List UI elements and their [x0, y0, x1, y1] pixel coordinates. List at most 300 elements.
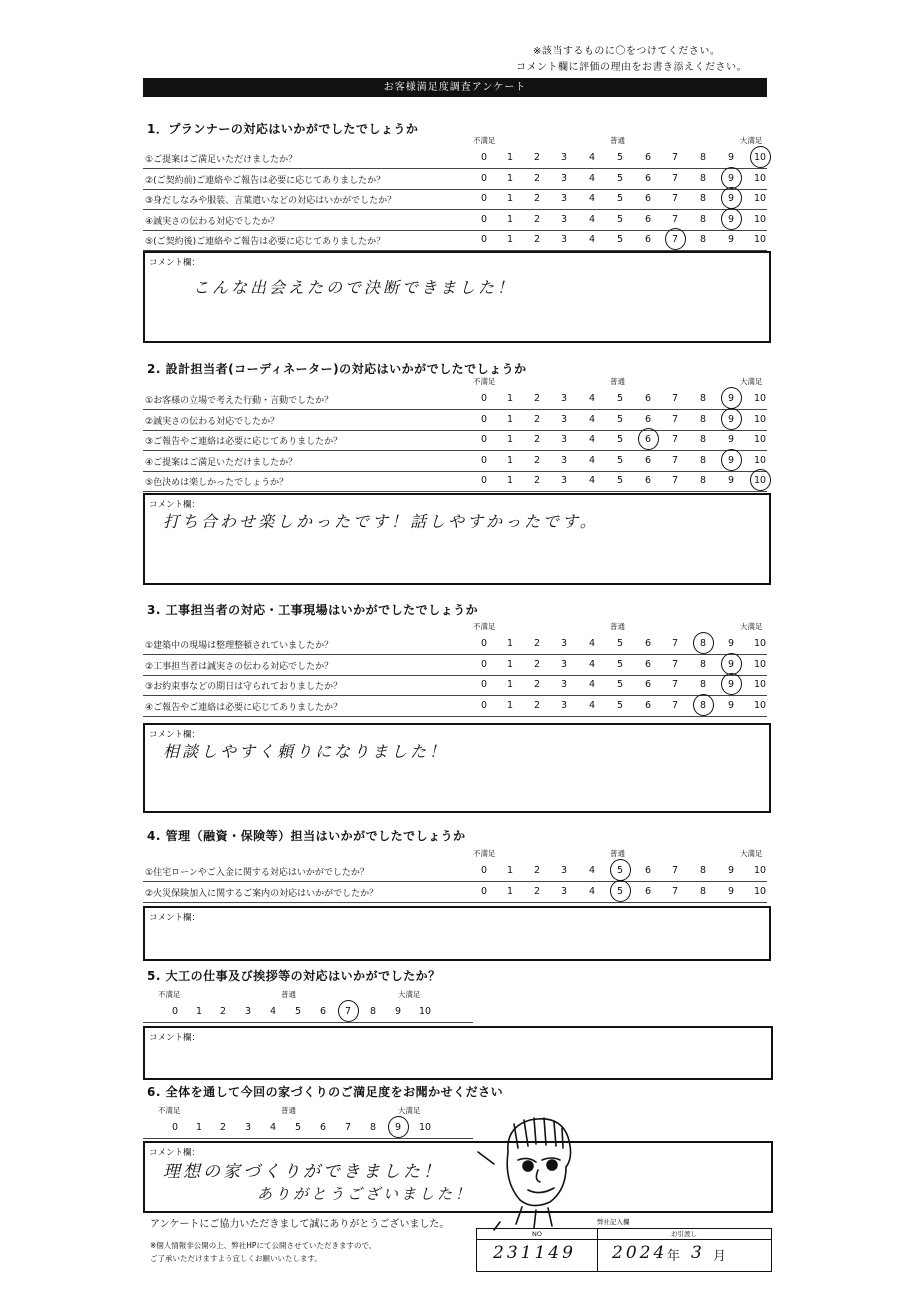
question-text: ①お客様の立場で考えた行動・言動でしたか？	[145, 396, 334, 406]
thanks-message: アンケートにご協力いただきまして誠にありがとうございました。	[150, 1219, 450, 1230]
scale-low-label: 不満足	[473, 377, 496, 386]
q2-1-selected-circle	[721, 387, 742, 409]
scale-option-4[interactable]: 4	[588, 434, 596, 445]
scale-option-6[interactable]: 6	[644, 434, 652, 445]
scale-option-1[interactable]: 1	[506, 152, 514, 163]
scale-option-1[interactable]: 1	[506, 213, 514, 225]
scale-option-0[interactable]: 0	[480, 413, 488, 425]
section1-comment-box[interactable]	[143, 251, 771, 343]
q1-5-selected-circle	[665, 228, 686, 250]
scale-mid-label: 普通	[281, 990, 296, 999]
scale-option-6[interactable]: 6	[644, 413, 652, 425]
scale-option-2[interactable]: 2	[533, 475, 541, 486]
question-row	[143, 430, 767, 451]
scale-option-0[interactable]: 0	[171, 1122, 179, 1133]
question-row	[143, 451, 767, 472]
scale-option-3[interactable]: 3	[560, 413, 568, 425]
scale-high-label: 大満足	[398, 990, 421, 999]
scale-option-6[interactable]: 6	[644, 679, 652, 690]
scale-option-10[interactable]: 10	[753, 213, 767, 225]
question-text: ②(ご契約前)ご連絡やご報告は必要に応じてありましたか？	[145, 175, 386, 186]
scale-option-6[interactable]: 6	[644, 234, 652, 245]
scale-option-9[interactable]: 9	[394, 1006, 402, 1017]
scale-option-0[interactable]: 0	[480, 699, 488, 711]
scale-option-4[interactable]: 4	[588, 885, 596, 897]
scale-option-0[interactable]: 0	[480, 234, 488, 245]
scale-option-9[interactable]: 9	[727, 413, 735, 425]
scale-option-1[interactable]: 1	[506, 393, 514, 404]
scale-option-10[interactable]: 10	[753, 658, 767, 670]
scale-option-1[interactable]: 1	[506, 658, 514, 670]
q4-2-selected-circle	[610, 880, 631, 902]
section3-comment-box[interactable]	[143, 723, 771, 813]
scale-option-4[interactable]: 4	[588, 234, 596, 245]
scale-option-3[interactable]: 3	[560, 434, 568, 445]
scale-option-1[interactable]: 1	[506, 234, 514, 245]
scale-option-4[interactable]: 4	[588, 679, 596, 690]
scale-option-5[interactable]: 5	[616, 865, 624, 876]
scale-option-10[interactable]: 10	[753, 193, 767, 204]
instruction-note: ※該当するものに〇をつけてください。	[533, 46, 721, 57]
scale-mid-label: 普通	[610, 849, 625, 858]
scale-option-7[interactable]: 7	[671, 193, 679, 204]
question-text: ①ご提案はご満足いただけましたか？	[145, 155, 298, 165]
scale-option-9[interactable]: 9	[727, 454, 735, 466]
question-row	[143, 655, 767, 676]
scale-option-3[interactable]: 3	[560, 679, 568, 690]
office-month-unit: 月	[713, 1249, 727, 1264]
scale-option-1[interactable]: 1	[506, 193, 514, 204]
scale-option-3[interactable]: 3	[560, 193, 568, 204]
scale-option-4[interactable]: 4	[588, 658, 596, 670]
privacy-note-1: ※個人情報非公開の上、弊社HPにて公開させていただきますので、	[150, 1241, 377, 1250]
scale-option-2[interactable]: 2	[533, 638, 541, 649]
scale-option-1[interactable]: 1	[506, 679, 514, 690]
scale-option-10[interactable]: 10	[753, 679, 767, 690]
scale-high-label: 大満足	[740, 136, 763, 145]
scale-option-10[interactable]: 10	[753, 454, 767, 466]
q1-2-selected-circle	[721, 167, 742, 189]
scale-option-7[interactable]: 7	[671, 658, 679, 670]
question-row	[143, 696, 767, 717]
scale-option-6[interactable]: 6	[644, 475, 652, 486]
scale-option-5[interactable]: 5	[616, 152, 624, 163]
scale-option-1[interactable]: 1	[506, 475, 514, 486]
scale-option-9[interactable]: 9	[727, 234, 735, 245]
scale-option-8[interactable]: 8	[699, 393, 707, 404]
scale-option-10[interactable]: 10	[418, 1006, 432, 1017]
scale-option-6[interactable]: 6	[644, 658, 652, 670]
scale-option-0[interactable]: 0	[171, 1006, 179, 1017]
question-row	[143, 882, 767, 903]
scale-option-4[interactable]: 4	[588, 865, 596, 876]
scale-option-2[interactable]: 2	[533, 454, 541, 466]
scale-option-5[interactable]: 5	[616, 172, 624, 184]
privacy-note-2: ご了承いただけますよう宜しくお願いいたします。	[150, 1254, 322, 1263]
scale-option-9[interactable]: 9	[727, 193, 735, 204]
scale-option-6[interactable]: 6	[644, 152, 652, 163]
office-no-value: 231149	[493, 1243, 576, 1263]
question-text: ③身だしなみや服装、言葉遣いなどの対応はいかがでしたか？	[145, 196, 397, 206]
scale-option-3[interactable]: 3	[560, 699, 568, 711]
scale-option-2[interactable]: 2	[533, 658, 541, 670]
scale-option-8[interactable]: 8	[699, 638, 707, 649]
scale-option-5[interactable]: 5	[294, 1122, 302, 1133]
scale-option-0[interactable]: 0	[480, 454, 488, 466]
scale-option-3[interactable]: 3	[560, 658, 568, 670]
scale-option-6[interactable]: 6	[644, 172, 652, 184]
q1-1-selected-circle	[750, 146, 771, 168]
scale-option-0[interactable]: 0	[480, 885, 488, 897]
scale-option-9[interactable]: 9	[727, 152, 735, 163]
scale-option-0[interactable]: 0	[480, 193, 488, 204]
scale-option-6[interactable]: 6	[319, 1122, 327, 1133]
section3-title: 3. 工事担当者の対応・工事現場はいかがでしたでしょうか	[147, 603, 479, 617]
scale-option-0[interactable]: 0	[480, 213, 488, 225]
scale-option-3[interactable]: 3	[244, 1006, 252, 1017]
scale-option-7[interactable]: 7	[671, 234, 679, 245]
scale-option-8[interactable]: 8	[369, 1122, 377, 1133]
scale-option-0[interactable]: 0	[480, 865, 488, 876]
scale-option-6[interactable]: 6	[644, 213, 652, 225]
scale-option-4[interactable]: 4	[269, 1006, 277, 1017]
scale-option-9[interactable]: 9	[727, 475, 735, 486]
scale-option-5[interactable]: 5	[616, 234, 624, 245]
section5-comment-box[interactable]	[143, 1026, 773, 1080]
scale-option-6[interactable]: 6	[644, 699, 652, 711]
scale-option-8[interactable]: 8	[699, 699, 707, 711]
scale-option-9[interactable]: 9	[727, 885, 735, 897]
scale-option-2[interactable]: 2	[533, 193, 541, 204]
scale-option-0[interactable]: 0	[480, 172, 488, 184]
handwritten-comment: 打ち合わせ楽しかったです！話しやすかったです。	[163, 512, 599, 531]
office-header: 弊社記入欄	[597, 1218, 630, 1226]
scale-option-3[interactable]: 3	[560, 152, 568, 163]
question-row	[143, 189, 767, 210]
face-doodle-icon	[470, 1112, 600, 1232]
scale-option-2[interactable]: 2	[533, 234, 541, 245]
scale-option-9[interactable]: 9	[727, 213, 735, 225]
scale-option-4[interactable]: 4	[269, 1122, 277, 1133]
scale-option-7[interactable]: 7	[671, 475, 679, 486]
scale-option-7[interactable]: 7	[671, 413, 679, 425]
scale-option-2[interactable]: 2	[533, 172, 541, 184]
scale-option-6[interactable]: 6	[644, 454, 652, 466]
handwritten-comment-line1: 理想の家づくりができました！	[163, 1162, 443, 1182]
scale-option-0[interactable]: 0	[480, 393, 488, 404]
scale-option-4[interactable]: 4	[588, 193, 596, 204]
scale-option-8[interactable]: 8	[699, 172, 707, 184]
scale-option-0[interactable]: 0	[480, 475, 488, 486]
question-row	[143, 675, 767, 696]
question-text: ②誠実さの伝わる対応でしたか？	[145, 416, 280, 427]
scale-option-7[interactable]: 7	[671, 172, 679, 184]
scale-option-6[interactable]: 6	[644, 865, 652, 876]
section4-comment-box[interactable]	[143, 906, 771, 961]
section6-comment-box[interactable]	[143, 1141, 773, 1213]
question-row	[143, 148, 767, 169]
scale-option-2[interactable]: 2	[533, 434, 541, 445]
scale-option-6[interactable]: 6	[319, 1006, 327, 1017]
comment-label: コメント欄：	[149, 730, 201, 740]
scale-option-5[interactable]: 5	[616, 434, 624, 445]
scale-option-3[interactable]: 3	[560, 213, 568, 225]
scale-option-3[interactable]: 3	[560, 393, 568, 404]
scale-option-4[interactable]: 4	[588, 413, 596, 425]
scale-option-4[interactable]: 4	[588, 699, 596, 711]
scale-option-10[interactable]: 10	[418, 1122, 432, 1133]
scale-option-4[interactable]: 4	[588, 152, 596, 163]
scale-option-6[interactable]: 6	[644, 393, 652, 404]
question-row	[143, 389, 767, 410]
scale-option-1[interactable]: 1	[506, 434, 514, 445]
question-text: ②火災保険加入に関するご案内の対応はいかがでしたか？	[145, 888, 379, 899]
q2-4-selected-circle	[721, 449, 742, 471]
section5-selected-circle	[338, 1000, 359, 1022]
scale-option-0[interactable]: 0	[480, 658, 488, 670]
scale-option-3[interactable]: 3	[560, 885, 568, 897]
scale-option-8[interactable]: 8	[699, 885, 707, 897]
question-row	[143, 230, 767, 251]
scale-option-3[interactable]: 3	[560, 865, 568, 876]
scale-option-4[interactable]: 4	[588, 172, 596, 184]
scale-option-8[interactable]: 8	[699, 454, 707, 466]
scale-option-8[interactable]: 8	[699, 152, 707, 163]
office-use-table	[476, 1218, 772, 1272]
scale-option-8[interactable]: 8	[699, 434, 707, 445]
section1-title: 1．プランナーの対応はいかがでしたでしょうか	[147, 122, 419, 136]
scale-option-5[interactable]: 5	[616, 475, 624, 486]
scale-option-5[interactable]: 5	[616, 699, 624, 711]
survey-title-banner: お客様満足度調査アンケート	[143, 78, 767, 97]
scale-option-7[interactable]: 7	[671, 699, 679, 711]
scale-option-1[interactable]: 1	[506, 865, 514, 876]
scale-option-0[interactable]: 0	[480, 152, 488, 163]
handwritten-comment: 相談しやすく頼りになりました！	[163, 742, 449, 761]
scale-option-2[interactable]: 2	[533, 213, 541, 225]
section4-title: 4. 管理（融資・保険等）担当はいかがでしたでしょうか	[147, 829, 466, 843]
scale-option-5[interactable]: 5	[616, 213, 624, 225]
section6-selected-circle	[388, 1116, 409, 1138]
scale-option-10[interactable]: 10	[753, 699, 767, 711]
question-text: ④誠実さの伝わる対応でしたか？	[145, 216, 280, 227]
scale-option-6[interactable]: 6	[644, 885, 652, 897]
handwritten-comment: こんな出会えたので決断できました！	[193, 278, 517, 297]
scale-option-9[interactable]: 9	[727, 172, 735, 184]
scale-option-3[interactable]: 3	[560, 638, 568, 649]
office-year-unit: 年	[667, 1249, 681, 1264]
scale-option-10[interactable]: 10	[753, 172, 767, 184]
scale-option-5[interactable]: 5	[616, 679, 624, 690]
scale-option-7[interactable]: 7	[671, 885, 679, 897]
question-text: ①建築中の現場は整理整頓されていましたか？	[145, 641, 334, 651]
scale-option-8[interactable]: 8	[369, 1006, 377, 1017]
scale-option-7[interactable]: 7	[344, 1006, 352, 1017]
scale-mid-label: 普通	[610, 377, 625, 386]
scale-option-10[interactable]: 10	[753, 865, 767, 876]
office-month-value: 3	[691, 1243, 705, 1263]
scale-option-9[interactable]: 9	[727, 679, 735, 690]
scale-option-5[interactable]: 5	[616, 658, 624, 670]
section5-title: 5. 大工の仕事及び挨拶等の対応はいかがでしたか？	[147, 969, 441, 983]
scale-option-10[interactable]: 10	[753, 638, 767, 649]
scale-option-7[interactable]: 7	[671, 638, 679, 649]
scale-option-5[interactable]: 5	[294, 1006, 302, 1017]
scale-option-9[interactable]: 9	[727, 638, 735, 649]
scale-option-8[interactable]: 8	[699, 475, 707, 486]
q3-2-selected-circle	[721, 653, 742, 675]
scale-option-4[interactable]: 4	[588, 213, 596, 225]
scale-option-0[interactable]: 0	[480, 679, 488, 690]
section5-rating-row	[143, 1002, 473, 1023]
scale-option-2[interactable]: 2	[533, 152, 541, 163]
scale-option-7[interactable]: 7	[344, 1122, 352, 1133]
question-text: ④ご報告やご連絡は必要に応じてありましたか？	[145, 702, 343, 713]
scale-option-10[interactable]: 10	[753, 152, 767, 163]
office-no-label: NO	[477, 1229, 598, 1240]
scale-option-2[interactable]: 2	[219, 1006, 227, 1017]
scale-option-10[interactable]: 10	[753, 885, 767, 897]
section6-rating-row	[143, 1118, 473, 1139]
question-text: ③お約束事などの期日は守られておりましたか？	[145, 682, 343, 692]
q1-3-selected-circle	[721, 187, 742, 209]
scale-option-3[interactable]: 3	[560, 475, 568, 486]
scale-option-8[interactable]: 8	[699, 234, 707, 245]
scale-option-3[interactable]: 3	[560, 234, 568, 245]
section2-title: 2. 設計担当者(コーディネーター)の対応はいかがでしたでしょうか	[147, 362, 527, 376]
scale-option-5[interactable]: 5	[616, 193, 624, 204]
scale-option-7[interactable]: 7	[671, 393, 679, 404]
question-row	[143, 861, 767, 882]
scale-option-7[interactable]: 7	[671, 213, 679, 225]
scale-option-5[interactable]: 5	[616, 885, 624, 897]
scale-option-3[interactable]: 3	[560, 454, 568, 466]
scale-option-7[interactable]: 7	[671, 865, 679, 876]
question-text: ⑤色決めは楽しかったでしょうか？	[145, 478, 289, 488]
scale-option-4[interactable]: 4	[588, 454, 596, 466]
scale-option-4[interactable]: 4	[588, 393, 596, 404]
scale-option-8[interactable]: 8	[699, 865, 707, 876]
scale-option-9[interactable]: 9	[727, 434, 735, 445]
office-year-value: 2024	[612, 1243, 668, 1263]
scale-option-4[interactable]: 4	[588, 638, 596, 649]
question-row	[143, 634, 767, 655]
scale-option-2[interactable]: 2	[533, 699, 541, 711]
scale-option-5[interactable]: 5	[616, 454, 624, 466]
scale-option-7[interactable]: 7	[671, 454, 679, 466]
scale-option-9[interactable]: 9	[394, 1122, 402, 1133]
scale-option-2[interactable]: 2	[533, 865, 541, 876]
comment-instruction-note: コメント欄に評価の理由をお書き添えください。	[516, 62, 747, 73]
scale-high-label: 大満足	[740, 849, 763, 858]
scale-high-label: 大満足	[740, 377, 763, 386]
scale-option-1[interactable]: 1	[506, 699, 514, 711]
q2-3-selected-circle	[638, 428, 659, 450]
comment-label: コメント欄：	[149, 1148, 201, 1158]
question-text: ①住宅ローンやご入金に関する対応はいかがでしたか？	[145, 868, 369, 878]
office-delivery-label: お引渡し	[597, 1229, 771, 1240]
scale-low-label: 不満足	[473, 849, 496, 858]
scale-high-label: 大満足	[398, 1106, 421, 1115]
scale-option-3[interactable]: 3	[560, 172, 568, 184]
q3-4-selected-circle	[693, 694, 714, 716]
scale-option-1[interactable]: 1	[506, 638, 514, 649]
scale-option-1[interactable]: 1	[506, 172, 514, 184]
scale-option-10[interactable]: 10	[753, 475, 767, 486]
scale-option-2[interactable]: 2	[533, 885, 541, 897]
comment-label: コメント欄：	[149, 500, 201, 510]
scale-option-3[interactable]: 3	[244, 1122, 252, 1133]
scale-option-10[interactable]: 10	[753, 234, 767, 245]
scale-option-9[interactable]: 9	[727, 658, 735, 670]
scale-option-8[interactable]: 8	[699, 413, 707, 425]
scale-option-1[interactable]: 1	[195, 1122, 203, 1133]
scale-option-2[interactable]: 2	[533, 679, 541, 690]
scale-low-label: 不満足	[473, 622, 496, 631]
scale-option-5[interactable]: 5	[616, 638, 624, 649]
scale-option-7[interactable]: 7	[671, 152, 679, 163]
handwritten-comment-line2: ありがとうございました！	[257, 1185, 474, 1203]
q4-1-selected-circle	[610, 859, 631, 881]
scale-option-2[interactable]: 2	[219, 1122, 227, 1133]
scale-low-label: 不満足	[158, 990, 181, 999]
scale-option-6[interactable]: 6	[644, 193, 652, 204]
scale-option-6[interactable]: 6	[644, 638, 652, 649]
scale-mid-label: 普通	[281, 1106, 296, 1115]
scale-option-8[interactable]: 8	[699, 679, 707, 690]
section2-comment-box[interactable]	[143, 493, 771, 585]
scale-option-1[interactable]: 1	[506, 885, 514, 897]
question-text: ③ご報告やご連絡は必要に応じてありましたか？	[145, 437, 343, 447]
question-row	[143, 410, 767, 431]
question-row	[143, 169, 767, 190]
scale-option-10[interactable]: 10	[753, 393, 767, 404]
scale-option-0[interactable]: 0	[480, 434, 488, 445]
scale-option-9[interactable]: 9	[727, 393, 735, 404]
comment-label: コメント欄：	[149, 913, 201, 923]
comment-label: コメント欄：	[149, 258, 201, 268]
scale-option-8[interactable]: 8	[699, 193, 707, 204]
scale-option-7[interactable]: 7	[671, 679, 679, 690]
scale-option-5[interactable]: 5	[616, 393, 624, 404]
question-row	[143, 471, 767, 492]
scale-option-2[interactable]: 2	[533, 393, 541, 404]
scale-option-1[interactable]: 1	[195, 1006, 203, 1017]
scale-option-1[interactable]: 1	[506, 454, 514, 466]
section6-title: 6. 全体を通して今回の家づくりのご満足度をお聞かせください	[147, 1085, 504, 1099]
scale-option-10[interactable]: 10	[753, 413, 767, 425]
question-text: ⑤(ご契約後)ご連絡やご報告は必要に応じてありましたか？	[145, 237, 386, 247]
scale-option-0[interactable]: 0	[480, 638, 488, 649]
scale-option-9[interactable]: 9	[727, 699, 735, 711]
scale-option-1[interactable]: 1	[506, 413, 514, 425]
scale-option-8[interactable]: 8	[699, 213, 707, 225]
q2-2-selected-circle	[721, 408, 742, 430]
q1-4-selected-circle	[721, 208, 742, 230]
scale-low-label: 不満足	[158, 1106, 181, 1115]
scale-option-9[interactable]: 9	[727, 865, 735, 876]
scale-option-5[interactable]: 5	[616, 413, 624, 425]
scale-option-8[interactable]: 8	[699, 658, 707, 670]
q2-5-selected-circle	[750, 469, 771, 491]
scale-option-7[interactable]: 7	[671, 434, 679, 445]
question-text: ④ご提案はご満足いただけましたか？	[145, 457, 298, 468]
scale-high-label: 大満足	[740, 622, 763, 631]
scale-option-10[interactable]: 10	[753, 434, 767, 445]
scale-option-4[interactable]: 4	[588, 475, 596, 486]
comment-label: コメント欄：	[149, 1033, 201, 1043]
scale-option-2[interactable]: 2	[533, 413, 541, 425]
